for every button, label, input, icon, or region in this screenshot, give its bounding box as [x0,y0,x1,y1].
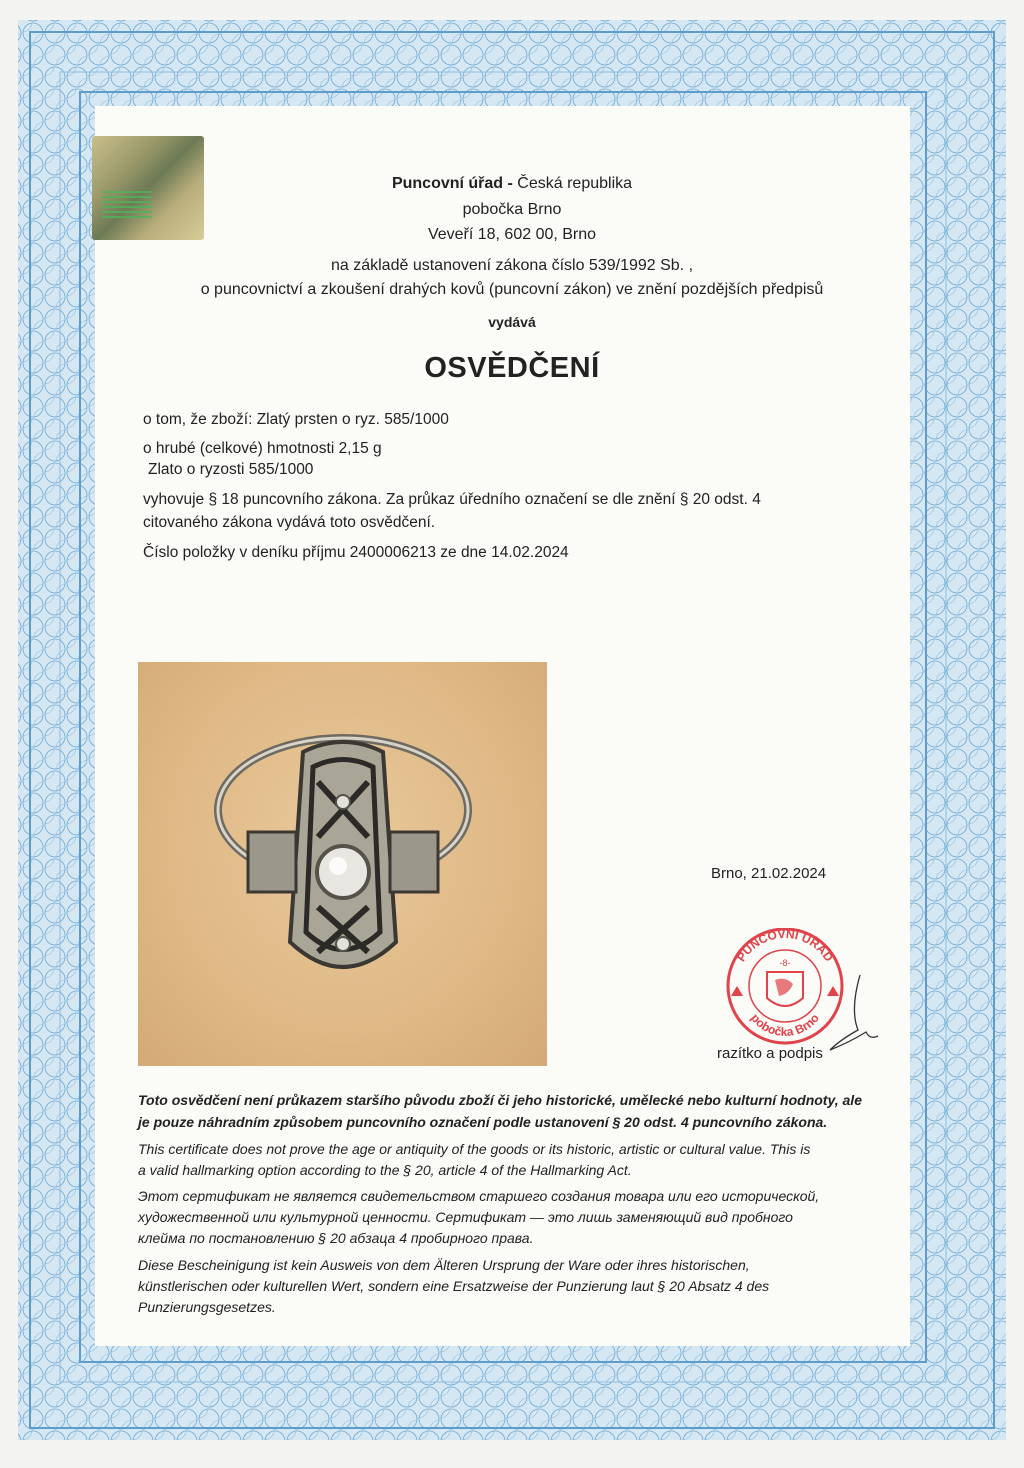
office-name: Puncovní úřad - Česká republika [391,175,633,192]
compliance-line-2: citovaného zákona vydává toto osvědčení. [143,514,436,531]
disclaimer-en-2: a valid hallmarking option according to the § 20, article 4 of the Hallmarking Act. [138,1162,632,1178]
stamp-top-text: PUNCOVNÍ ÚŘAD [733,928,837,965]
issues-label: vydává [488,314,536,330]
goods-line: o tom, že zboží: Zlatý prsten o ryz. 585/1000 [143,411,449,428]
disclaimer-en-1: This certificate does not prove the age or antiquity of the goods or its historic, artistic or cultural value. This is [138,1141,811,1157]
legal-basis-line-2: o puncovnictví a zkoušení drahých kovů (puncovní zákon) ve znění pozdějších předpisů [200,281,824,298]
disclaimer-ru-2: художественной или культурной ценности. Сертификат — это лишь заменяющий вид пробного [138,1209,793,1225]
signature-scribble [820,970,880,1060]
legal-basis-line-1: na základě ustanovení zákona číslo 539/1992 Sb. , [330,257,694,274]
disclaimer-de-1: Diese Bescheinigung ist kein Ausweis von dem Älteren Ursprung der Ware oder ihres historischen, [138,1257,750,1273]
stamp-number: -8- [779,958,791,968]
disclaimer-de-2: künstlerischen oder kulturellen Wert, sondern eine Ersatzweise der Punzierung laut § 20 Absatz 4 des [138,1278,770,1294]
hammer-icon-left [731,986,743,996]
ring-photo [138,662,547,1066]
office-branch: pobočka Brno [462,201,562,218]
disclaimer-cz-1: Toto osvědčení není průkazem staršího původu zboží či jeho historické, umělecké nebo kulturní hodnoty, ale [138,1092,862,1108]
compliance-line-1: vyhovuje § 18 puncovního zákona. Za průkaz úředního označení se dle znění § 20 odst. 4 [143,491,761,508]
disclaimer-ru-1: Этот сертификат не является свидетельством старшего создания товара или его исторической, [138,1188,820,1204]
disclaimer-cz-2: je pouze náhradním způsobem puncovního označení podle ustanovení § 20 odst. 4 puncovního zákona. [138,1114,828,1130]
disclaimer-ru-3: клейма по постановлению § 20 абзаца 4 пробирного права. [138,1230,534,1246]
stamp-bottom-text: pobočka Brno [748,1011,822,1040]
gold-line: Zlato o ryzosti 585/1000 [148,461,314,478]
office-address: Veveří 18, 602 00, Brno [427,226,597,243]
certificate-title: OSVĚDČENÍ [424,352,600,384]
place-date: Brno, 21.02.2024 [711,865,827,882]
svg-text:pobočka Brno [748,1011,822,1039]
weight-line: o hrubé (celkové) hmotnosti 2,15 g [143,440,382,457]
signature-label: razítko a podpis [717,1045,823,1062]
record-line: Číslo položky v deníku příjmu 2400006213 ze dne 14.02.2024 [143,544,569,561]
disclaimer-de-3: Punzierungsgesetzes. [138,1299,276,1315]
